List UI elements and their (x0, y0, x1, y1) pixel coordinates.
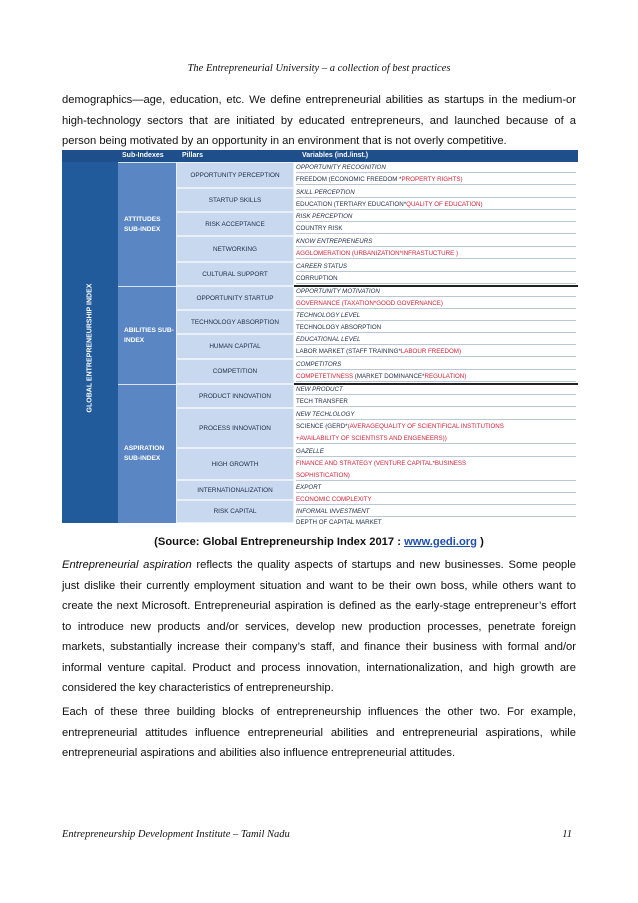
subindex-aspiration: ASPIRATION SUB-INDEX (118, 384, 176, 523)
figure-header-row (62, 150, 578, 162)
variable-row: ECONOMIC COMPLEXITY (296, 495, 576, 505)
variable-row: OPPORTUNITY RECOGNITION (296, 163, 576, 173)
variable-row: FREEDOM (ECONOMIC FREEDOM *PROPERTY RIGHTS) (296, 175, 576, 185)
variable-row: GOVERNANCE (TAXATION*GOOD GOVERNANCE) (296, 299, 576, 309)
variable-row: KNOW ENTREPRENEURS (296, 237, 576, 247)
variable-row: FINANCE AND STRATEGY (VENTURE CAPITAL*BUSINESS (296, 460, 467, 467)
variable-row: OPPORTUNITY MOTIVATION (296, 287, 576, 297)
source-prefix: (Source: Global Entrepreneurship Index 2017 : (154, 536, 405, 548)
variable-row: EDUCATIONAL LEVEL (296, 335, 576, 345)
gedi-structure-figure (62, 150, 578, 526)
subindex-attitudes: ATTITUDES SUB-INDEX (118, 162, 176, 286)
variable-row: LABOR MARKET (STAFF TRAINING*LABOUR FREEDOM) (296, 347, 576, 357)
pillar-opportunity-perception: OPPORTUNITY PERCEPTION (176, 162, 294, 188)
subindex-divider (294, 383, 578, 385)
pillar-networking: NETWORKING (176, 236, 294, 262)
running-header: The Entrepreneurial University – a collection of best practices (187, 63, 451, 74)
pillar-human-capital: HUMAN CAPITAL (176, 334, 294, 359)
variable-row: COMPETITORS (296, 360, 576, 370)
source-suffix: ) (477, 536, 484, 548)
variable-row: CAREER STATUS (296, 262, 576, 272)
pillar-product-innovation: PRODUCT INNOVATION (176, 384, 294, 408)
subindex-divider (294, 285, 578, 287)
pillar-risk-capital: RISK CAPITAL (176, 500, 294, 523)
page-number: 11 (562, 829, 572, 840)
aspiration-body: reflects the quality aspects of startups and new businesses. Some people just dislike their currently employment situation and want to be their own boss, while others want to create the next Microsoft. Entrepreneurial aspiration is defined as the early-stage entrepreneur’s effort to introduce new products and/or services, develop new production processes, penetrate foreign markets, substantially increase their company’s staff, and finance their business with formal and/or informal venture capital. Product and process innovation, internationalization, and high growth are considered the key characteristics of entrepreneurship. (62, 559, 576, 694)
paragraph-abilities: demographics—age, education, etc. We define entrepreneurial abilities as startups in the medium-or high-technology sectors that are initiated by educated entrepreneurs, and launched because of a person being motivated by an opportunity in an environment that is not overly competitive. (62, 94, 576, 147)
variable-row: NEW PRODUCT (296, 385, 576, 395)
variable-row: RISK PERCEPTION (296, 212, 576, 222)
index-side-label: GLOBAL ENTREPRENEURSHIP INDEX (86, 283, 94, 413)
variable-row: SCIENCE (GERD*(AVERAGEQUALITY OF SCIENTIFICAL INSTITUTIONS (296, 423, 504, 430)
variable-row: SOPHISTICATION) (296, 471, 576, 481)
paragraph-aspiration (62, 555, 576, 699)
variable-row: EXPORT (296, 483, 576, 493)
header-sub-indexes: Sub-Indexes (122, 152, 164, 159)
figure-source (0, 536, 638, 548)
variable-row: NEW TECHLOLOGY (296, 410, 576, 420)
variable-row: INFORMAL INVESTMENT (296, 507, 576, 517)
pillar-high-growth: HIGH GROWTH (176, 448, 294, 480)
pillar-startup-skills: STARTUP SKILLS (176, 188, 294, 212)
pillar-internationalization: INTERNATIONALIZATION (176, 480, 294, 500)
pillar-technology-absorption: TECHNOLOGY ABSORPTION (176, 310, 294, 334)
source-link[interactable]: www.gedi.org (404, 536, 477, 548)
footer-institute: Entrepreneurship Development Institute – Tamil Nadu (62, 829, 290, 840)
index-sidebar (62, 162, 118, 523)
pillar-cultural-support: CULTURAL SUPPORT (176, 262, 294, 286)
header-pillars: Pillars (182, 152, 204, 159)
aspiration-term: Entrepreneurial aspiration (62, 559, 192, 571)
pillar-opportunity-startup: OPPORTUNITY STARTUP (176, 286, 294, 310)
variable-row: TECHNOLOGY LEVEL (296, 311, 576, 321)
variable-row: GAZELLE (296, 447, 576, 457)
pillar-process-innovation: PROCESS INNOVATION (176, 408, 294, 448)
variable-row: DEPTH OF CAPITAL MARKET (296, 519, 382, 526)
subindex-abilities: ABILITIES SUB-INDEX (118, 286, 176, 384)
variable-row: +AVAILABILITY OF SCIENTISTS AND ENGENEERS)) (296, 434, 576, 444)
variables-column (294, 162, 578, 526)
variable-row: COMPETETIVNESS (MARKET DOMINANCE*REGULATION) (296, 372, 576, 382)
variable-row: TECH TRANSFER (296, 397, 576, 407)
variable-row: CORRUPTION (296, 274, 576, 284)
variable-row: SKILL PERCEPTION (296, 188, 576, 198)
header-variables: Variables (ind./inst.) (302, 152, 369, 159)
pillar-risk-acceptance: RISK ACCEPTANCE (176, 212, 294, 236)
paragraph-building-blocks: Each of these three building blocks of entrepreneurship influences the other two. For example, entrepreneurial attitudes influence entrepreneurial abilities and entrepreneurial aspirations, while entrepreneurial aspirations and abilities also influence entrepreneurial attitudes. (62, 706, 576, 759)
variable-row: COUNTRY RISK (296, 224, 576, 234)
variable-row: EDUCATION (TERTIARY EDUCATION*QUALITY OF EDUCATION) (296, 200, 576, 210)
pillar-competition: COMPETITION (176, 359, 294, 384)
variable-row: TECHNOLOGY ABSORPTION (296, 323, 576, 333)
variable-row: AGGLOMERATION (URBANIZATION*INFRASTUCTURE ) (296, 249, 576, 259)
